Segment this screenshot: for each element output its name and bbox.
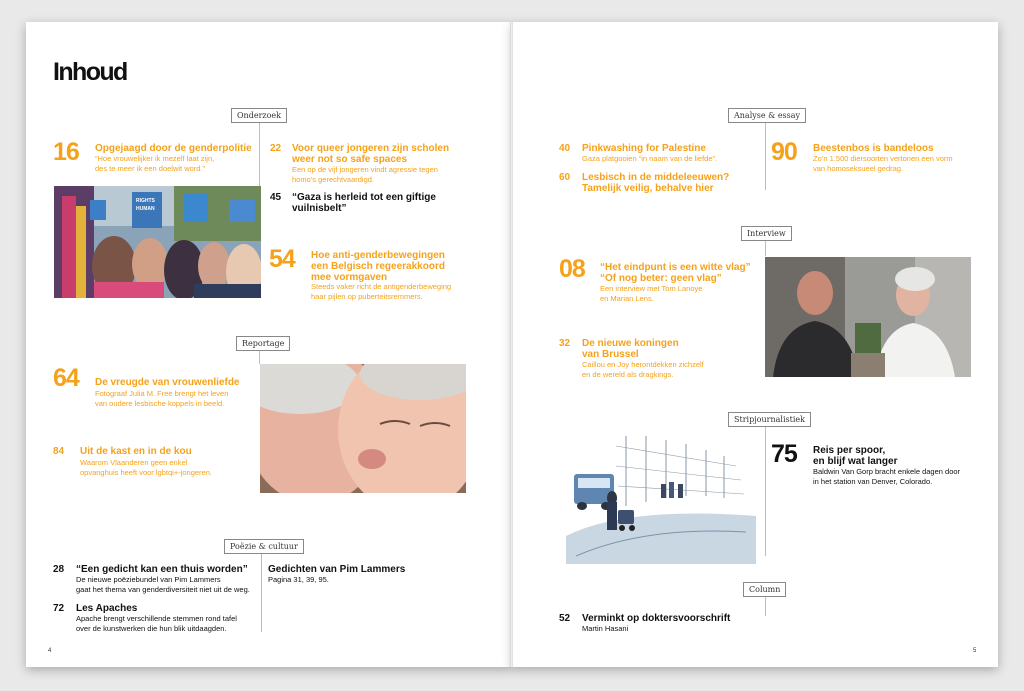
article-number-90: 90	[771, 138, 797, 166]
interview-photo	[765, 257, 971, 377]
article-headline-28[interactable]: “Een gedicht kan een thuis worden”	[76, 564, 248, 575]
article-summary-32: Caillou en Joy herontdekken zichzelf en de wereld als dragkings.	[582, 360, 704, 379]
gedichten-headline[interactable]: Gedichten van Pim Lammers	[268, 564, 406, 575]
article-headline-75[interactable]: Reis per spoor, en blijf wat langer	[813, 445, 898, 467]
article-summary-54: Steeds vaker richt de antigenderbeweging haar pijlen op puberteitsremmers.	[311, 282, 452, 301]
section-label-analyse: Analyse & essay	[728, 108, 806, 123]
section-divider-line	[259, 350, 260, 364]
article-summary-16: “Hoe vrouwelijker ik mezelf laat zijn, des te meer ik een doelwit word.”	[95, 154, 215, 173]
article-number-64: 64	[53, 364, 79, 392]
section-label-strip: Stripjournalistiek	[728, 412, 811, 427]
article-author-52: Martin Hasani	[582, 624, 629, 633]
article-headline-60[interactable]: Lesbisch in de middeleeuwen? Tamelijk veilig, behalve hier	[582, 172, 730, 194]
article-summary-84: Waarom Vlaanderen geen enkel opvanghuis heeft voor lgbtqi+-jongeren.	[80, 458, 212, 477]
article-headline-22[interactable]: Voor queer jongeren zijn scholen weer not so safe spaces	[292, 143, 450, 165]
article-summary-72: Apache brengt verschillende stemmen rond tafel over de kunstwerken die hun blik uitdaagden.	[76, 614, 237, 633]
article-headline-90[interactable]: Beestenbos is bandeloos	[813, 143, 934, 154]
article-summary-90: Zo’n 1.500 diersoorten vertonen een vorm van homoseksueel gedrag.	[813, 154, 953, 173]
article-number-32: 32	[559, 338, 571, 349]
article-number-08: 08	[559, 255, 585, 283]
article-number-72: 72	[53, 603, 65, 614]
article-number-16: 16	[53, 138, 79, 166]
section-divider-line	[765, 596, 766, 616]
article-summary-08: Een interview met Tom Lanoye en Marian Lens.	[600, 284, 703, 303]
station-illustration	[566, 436, 756, 564]
article-summary-64: Fotograaf Julia M. Free brengt het leven van oudere lesbische koppels in beeld.	[95, 389, 229, 408]
article-headline-32[interactable]: De nieuwe koningen van Brussel	[582, 338, 679, 360]
article-number-45: 45	[270, 192, 282, 203]
gedichten-pages: Pagina 31, 39, 95.	[268, 575, 329, 584]
section-label-column: Column	[743, 582, 786, 597]
article-number-75: 75	[771, 440, 797, 468]
section-divider-line	[765, 240, 766, 256]
article-summary-40: Gaza platgooien “in naam van de liefde”.	[582, 154, 718, 163]
article-headline-72[interactable]: Les Apaches	[76, 603, 138, 614]
article-headline-52[interactable]: Verminkt op doktersvoorschrift	[582, 613, 731, 624]
section-divider-line	[261, 552, 262, 632]
article-headline-40[interactable]: Pinkwashing for Palestine	[582, 143, 706, 154]
section-label-poezie: Poëzie & cultuur	[224, 539, 304, 554]
article-number-40: 40	[559, 143, 571, 154]
protest-photo	[54, 186, 261, 298]
couple-kiss-photo	[260, 364, 466, 493]
article-headline-54[interactable]: Hoe anti-genderbewegingen een Belgisch regeerakkoord mee vormgaven	[311, 250, 445, 283]
article-summary-75: Baldwin Van Gorp bracht enkele dagen door in het station van Denver, Colorado.	[813, 467, 961, 486]
article-headline-84[interactable]: Uit de kast en in de kou	[80, 446, 192, 457]
article-number-52: 52	[559, 613, 571, 624]
page-number-right: 5	[973, 648, 977, 654]
page-number-left: 4	[48, 648, 52, 654]
article-headline-16[interactable]: Opgejaagd door de genderpolitie	[95, 143, 252, 154]
article-number-28: 28	[53, 564, 65, 575]
article-number-54: 54	[269, 245, 295, 273]
section-divider-line	[765, 122, 766, 190]
section-label-reportage: Reportage	[236, 336, 290, 351]
article-summary-28: De nieuwe poëziebundel van Pim Lammers gaat het thema van genderdiversiteit niet uit de weg.	[76, 575, 250, 594]
spine-gutter	[510, 22, 513, 667]
section-label-onderzoek: Onderzoek	[231, 108, 287, 123]
article-headline-08[interactable]: “Het eindpunt is een witte vlag” “Of nog beter: geen vlag”	[600, 262, 751, 284]
article-number-60: 60	[559, 172, 571, 183]
article-summary-22: Een op de vijf jongeren vindt agressie tegen homo’s gerechtvaardigd.	[292, 165, 438, 184]
protest-sign-text: RIGHTS	[136, 198, 155, 204]
article-headline-45[interactable]: “Gaza is herleid tot een giftige vuilnisbelt”	[292, 192, 436, 214]
section-label-interview: Interview	[741, 226, 792, 241]
protest-sign-text: HUMAN	[136, 206, 155, 212]
page-title: Inhoud	[53, 58, 127, 86]
article-number-22: 22	[270, 143, 282, 154]
article-headline-64[interactable]: De vreugde van vrouwenliefde	[95, 377, 240, 388]
article-number-84: 84	[53, 446, 65, 457]
section-divider-line	[765, 426, 766, 556]
